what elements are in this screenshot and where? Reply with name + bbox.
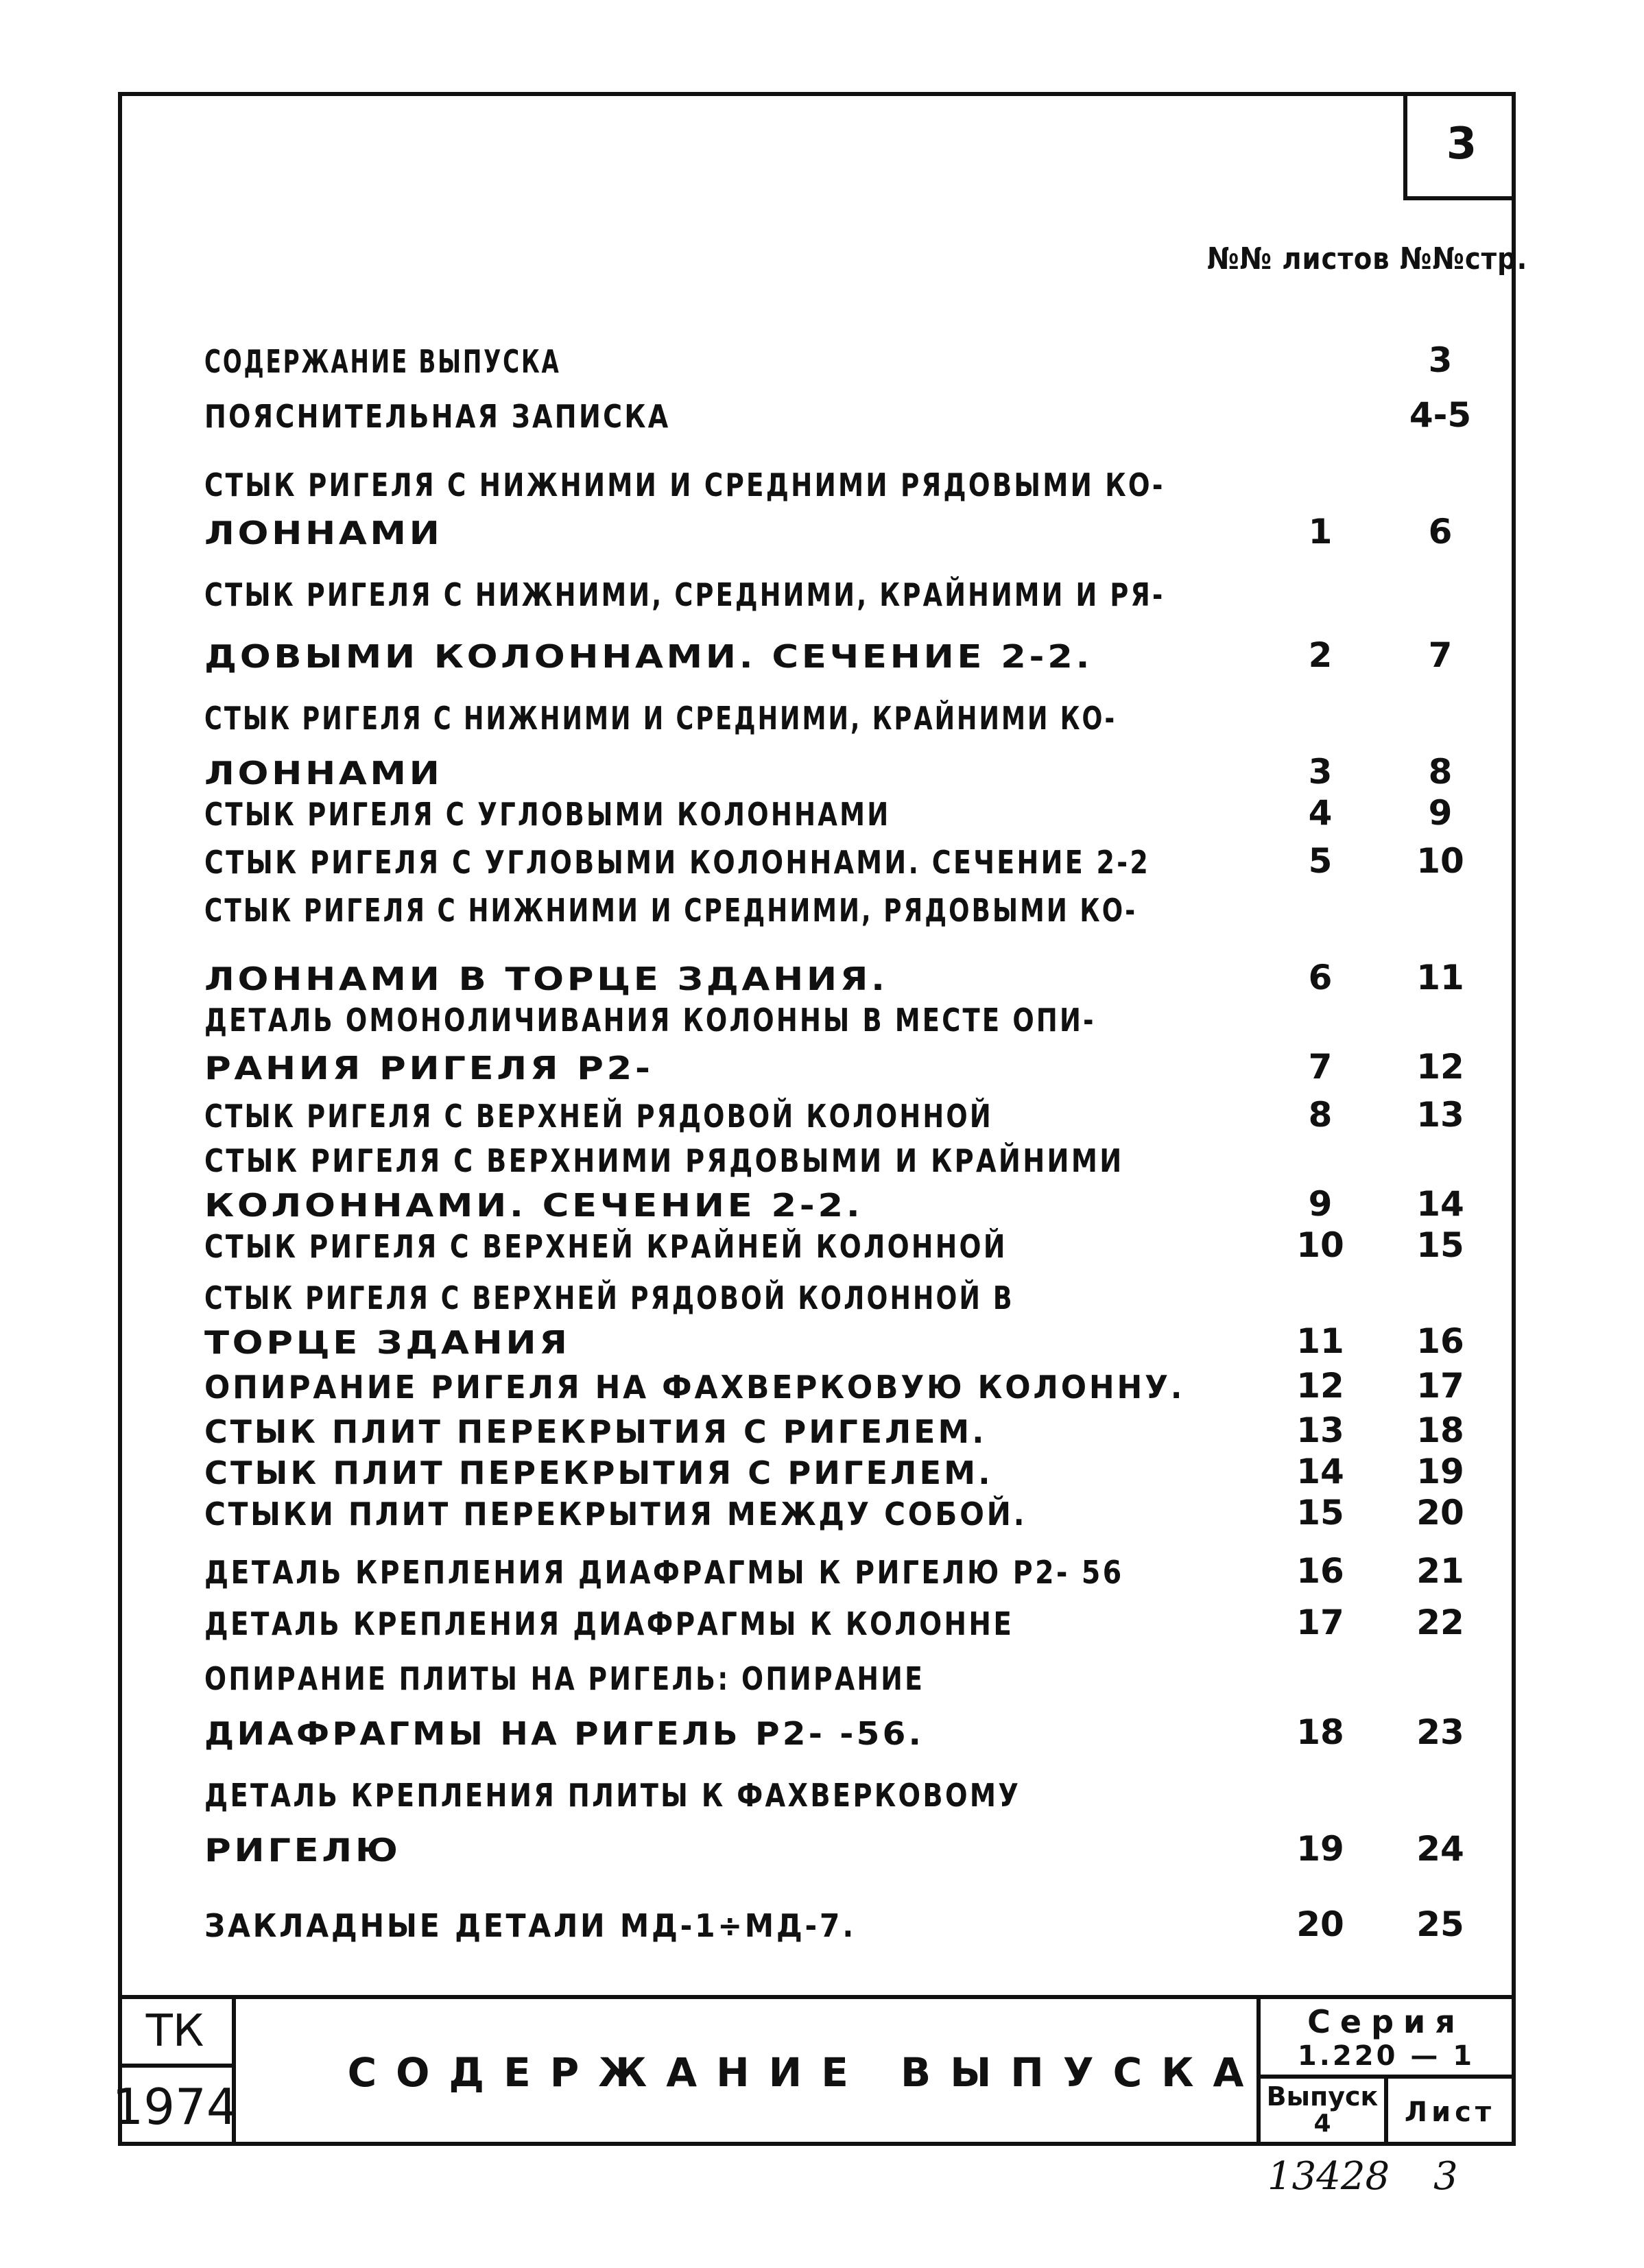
entry-title-line: ПОЯСНИТЕЛЬНАЯ ЗАПИСКА (204, 398, 671, 435)
page-number: 3 (1446, 119, 1477, 169)
year-label: 1974 (112, 2078, 238, 2136)
entry-title-line: РИГЕЛЮ (204, 1832, 401, 1869)
entry-title-line: СТЫК РИГЕЛЯ С НИЖНИМИ И СРЕДНИМИ, РЯДОВЫМИ КО- (204, 892, 1138, 929)
series-box (1261, 1999, 1512, 2079)
entry-title-line: СТЫКИ ПЛИТ ПЕРЕКРЫТИЯ МЕЖДУ СОБОЙ. (204, 1496, 1027, 1533)
entry-page-number: 22 (1416, 1603, 1464, 1642)
entry-page-number: 12 (1416, 1047, 1464, 1087)
entry-page-number: 17 (1416, 1366, 1464, 1406)
entry-page-number: 25 (1416, 1904, 1464, 1944)
entry-page-number: 21 (1416, 1551, 1464, 1591)
entry-sheet-number: 20 (1296, 1904, 1344, 1944)
entry-page-number: 3 (1428, 340, 1453, 380)
entry-page-number: 4-5 (1409, 395, 1472, 435)
archive-number: 13428 (1267, 2154, 1390, 2199)
entry-sheet-number: 17 (1296, 1603, 1344, 1642)
column-header: №№ листов №№стр. (1207, 241, 1528, 276)
entry-title-line: ЛОННАМИ (204, 515, 443, 552)
document-title: СОДЕРЖАНИЕ ВЫПУСКА (347, 2049, 1263, 2096)
entry-title-line: ЛОННАМИ (204, 755, 443, 792)
entry-page-number: 7 (1428, 635, 1453, 675)
entry-sheet-number: 12 (1296, 1366, 1344, 1406)
entry-page-number: 20 (1416, 1493, 1464, 1533)
entry-title-line: ТОРЦЕ ЗДАНИЯ (204, 1324, 571, 1361)
entry-title-line: СТЫК РИГЕЛЯ С УГЛОВЫМИ КОЛОННАМИ. СЕЧЕНИЕ 2-2 (204, 844, 1151, 881)
entry-page-number: 10 (1416, 841, 1464, 881)
entry-page-number: 6 (1428, 512, 1453, 552)
entry-sheet-number: 6 (1308, 958, 1333, 997)
entry-title-line: СТЫК РИГЕЛЯ С ВЕРХНИМИ РЯДОВЫМИ И КРАЙНИМИ (204, 1142, 1124, 1179)
sheet-label: Лист (1404, 2096, 1496, 2128)
entry-title-line: СТЫК РИГЕЛЯ С НИЖНИМИ, СРЕДНИМИ, КРАЙНИМИ И РЯ- (204, 576, 1165, 613)
entry-title-line: ДЕТАЛЬ ОМОНОЛИЧИВАНИЯ КОЛОННЫ В МЕСТЕ ОПИ- (204, 1002, 1096, 1039)
entry-title-line: ДОВЫМИ КОЛОННАМИ. СЕЧЕНИЕ 2-2. (204, 638, 1093, 675)
entry-page-number: 14 (1416, 1184, 1464, 1224)
entry-title-line: ДИАФРАГМЫ НА РИГЕЛЬ Р2- -56. (204, 1715, 925, 1752)
entry-page-number: 13 (1416, 1095, 1464, 1135)
entry-page-number: 18 (1416, 1410, 1464, 1450)
entry-sheet-number: 19 (1296, 1829, 1344, 1869)
entry-title-line: ДЕТАЛЬ КРЕПЛЕНИЯ ДИАФРАГМЫ К КОЛОННЕ (204, 1605, 1014, 1642)
entry-sheet-number: 5 (1308, 841, 1333, 881)
tk-label: ТК (118, 1999, 232, 2068)
entry-page-number: 23 (1416, 1712, 1464, 1752)
entry-sheet-number: 1 (1308, 512, 1333, 552)
entry-sheet-number: 16 (1296, 1551, 1344, 1591)
series-label: Серия (1307, 2003, 1465, 2040)
entry-sheet-number: 7 (1308, 1047, 1333, 1087)
entry-title-line: КОЛОННАМИ. СЕЧЕНИЕ 2-2. (204, 1187, 863, 1224)
tk-cell (112, 1999, 238, 2146)
entry-title-line: ДЕТАЛЬ КРЕПЛЕНИЯ ДИАФРАГМЫ К РИГЕЛЮ Р2- 56 (204, 1554, 1124, 1591)
issue-label: Выпуск (1266, 2081, 1379, 2112)
entry-sheet-number: 9 (1308, 1184, 1333, 1224)
entry-title-line: СТЫК РИГЕЛЯ С НИЖНИМИ И СРЕДНИМИ, КРАЙНИМИ КО- (204, 700, 1117, 737)
entry-page-number: 8 (1428, 752, 1453, 792)
entry-sheet-number: 8 (1308, 1095, 1333, 1135)
issue-box (1261, 2079, 1388, 2146)
entry-title-line: СТЫК РИГЕЛЯ С ВЕРХНЕЙ КРАЙНЕЙ КОЛОННОЙ (204, 1228, 1008, 1265)
entry-sheet-number: 4 (1308, 793, 1333, 833)
issue-number: 4 (1313, 2110, 1331, 2138)
entry-title-line: СТЫК РИГЕЛЯ С УГЛОВЫМИ КОЛОННАМИ (204, 796, 891, 833)
entry-title-line: СТЫК ПЛИТ ПЕРЕКРЫТИЯ С РИГЕЛЕМ. (204, 1413, 987, 1450)
entry-sheet-number: 13 (1296, 1410, 1344, 1450)
entry-sheet-number: 15 (1296, 1493, 1344, 1533)
entry-sheet-number: 18 (1296, 1712, 1344, 1752)
entry-title-line: СТЫК РИГЕЛЯ С ВЕРХНЕЙ РЯДОВОЙ КОЛОННОЙ (204, 1098, 993, 1135)
title-block (112, 1995, 1516, 2146)
series-cell (1256, 1999, 1512, 2146)
entry-title-line: ОПИРАНИЕ РИГЕЛЯ НА ФАХВЕРКОВУЮ КОЛОННУ. (204, 1369, 1185, 1406)
entry-sheet-number: 11 (1296, 1321, 1344, 1361)
entry-page-number: 19 (1416, 1452, 1464, 1491)
entry-title-line: СТЫК ПЛИТ ПЕРЕКРЫТИЯ С РИГЕЛЕМ. (204, 1454, 993, 1491)
entry-sheet-number: 14 (1296, 1452, 1344, 1491)
entry-sheet-number: 2 (1308, 635, 1333, 675)
entry-title-line: СОДЕРЖАНИЕ ВЫПУСКА (204, 343, 561, 380)
entry-title-line: ЗАКЛАДНЫЕ ДЕТАЛИ МД-1÷МД-7. (204, 1907, 857, 1944)
entry-title-line: ЛОННАМИ В ТОРЦЕ ЗДАНИЯ. (204, 960, 888, 997)
entry-page-number: 11 (1416, 958, 1464, 997)
entry-page-number: 16 (1416, 1321, 1464, 1361)
entry-page-number: 15 (1416, 1225, 1464, 1265)
entry-title-line: СТЫК РИГЕЛЯ С НИЖНИМИ И СРЕДНИМИ РЯДОВЫМИ КО- (204, 466, 1165, 504)
entry-sheet-number: 10 (1296, 1225, 1344, 1265)
entry-page-number: 9 (1428, 793, 1453, 833)
entry-title-line: СТЫК РИГЕЛЯ С ВЕРХНЕЙ РЯДОВОЙ КОЛОННОЙ В (204, 1279, 1014, 1316)
series-number: 1.220 — 1 (1297, 2040, 1475, 2072)
entry-title-line: ОПИРАНИЕ ПЛИТЫ НА РИГЕЛЬ: ОПИРАНИЕ (204, 1660, 925, 1697)
entry-sheet-number: 3 (1308, 752, 1333, 792)
archive-page: 3 (1433, 2154, 1458, 2199)
entry-title-line: ДЕТАЛЬ КРЕПЛЕНИЯ ПЛИТЫ К ФАХВЕРКОВОМУ (204, 1777, 1021, 1814)
entry-title-line: РАНИЯ РИГЕЛЯ Р2- (204, 1050, 654, 1087)
entry-page-number: 24 (1416, 1829, 1464, 1869)
